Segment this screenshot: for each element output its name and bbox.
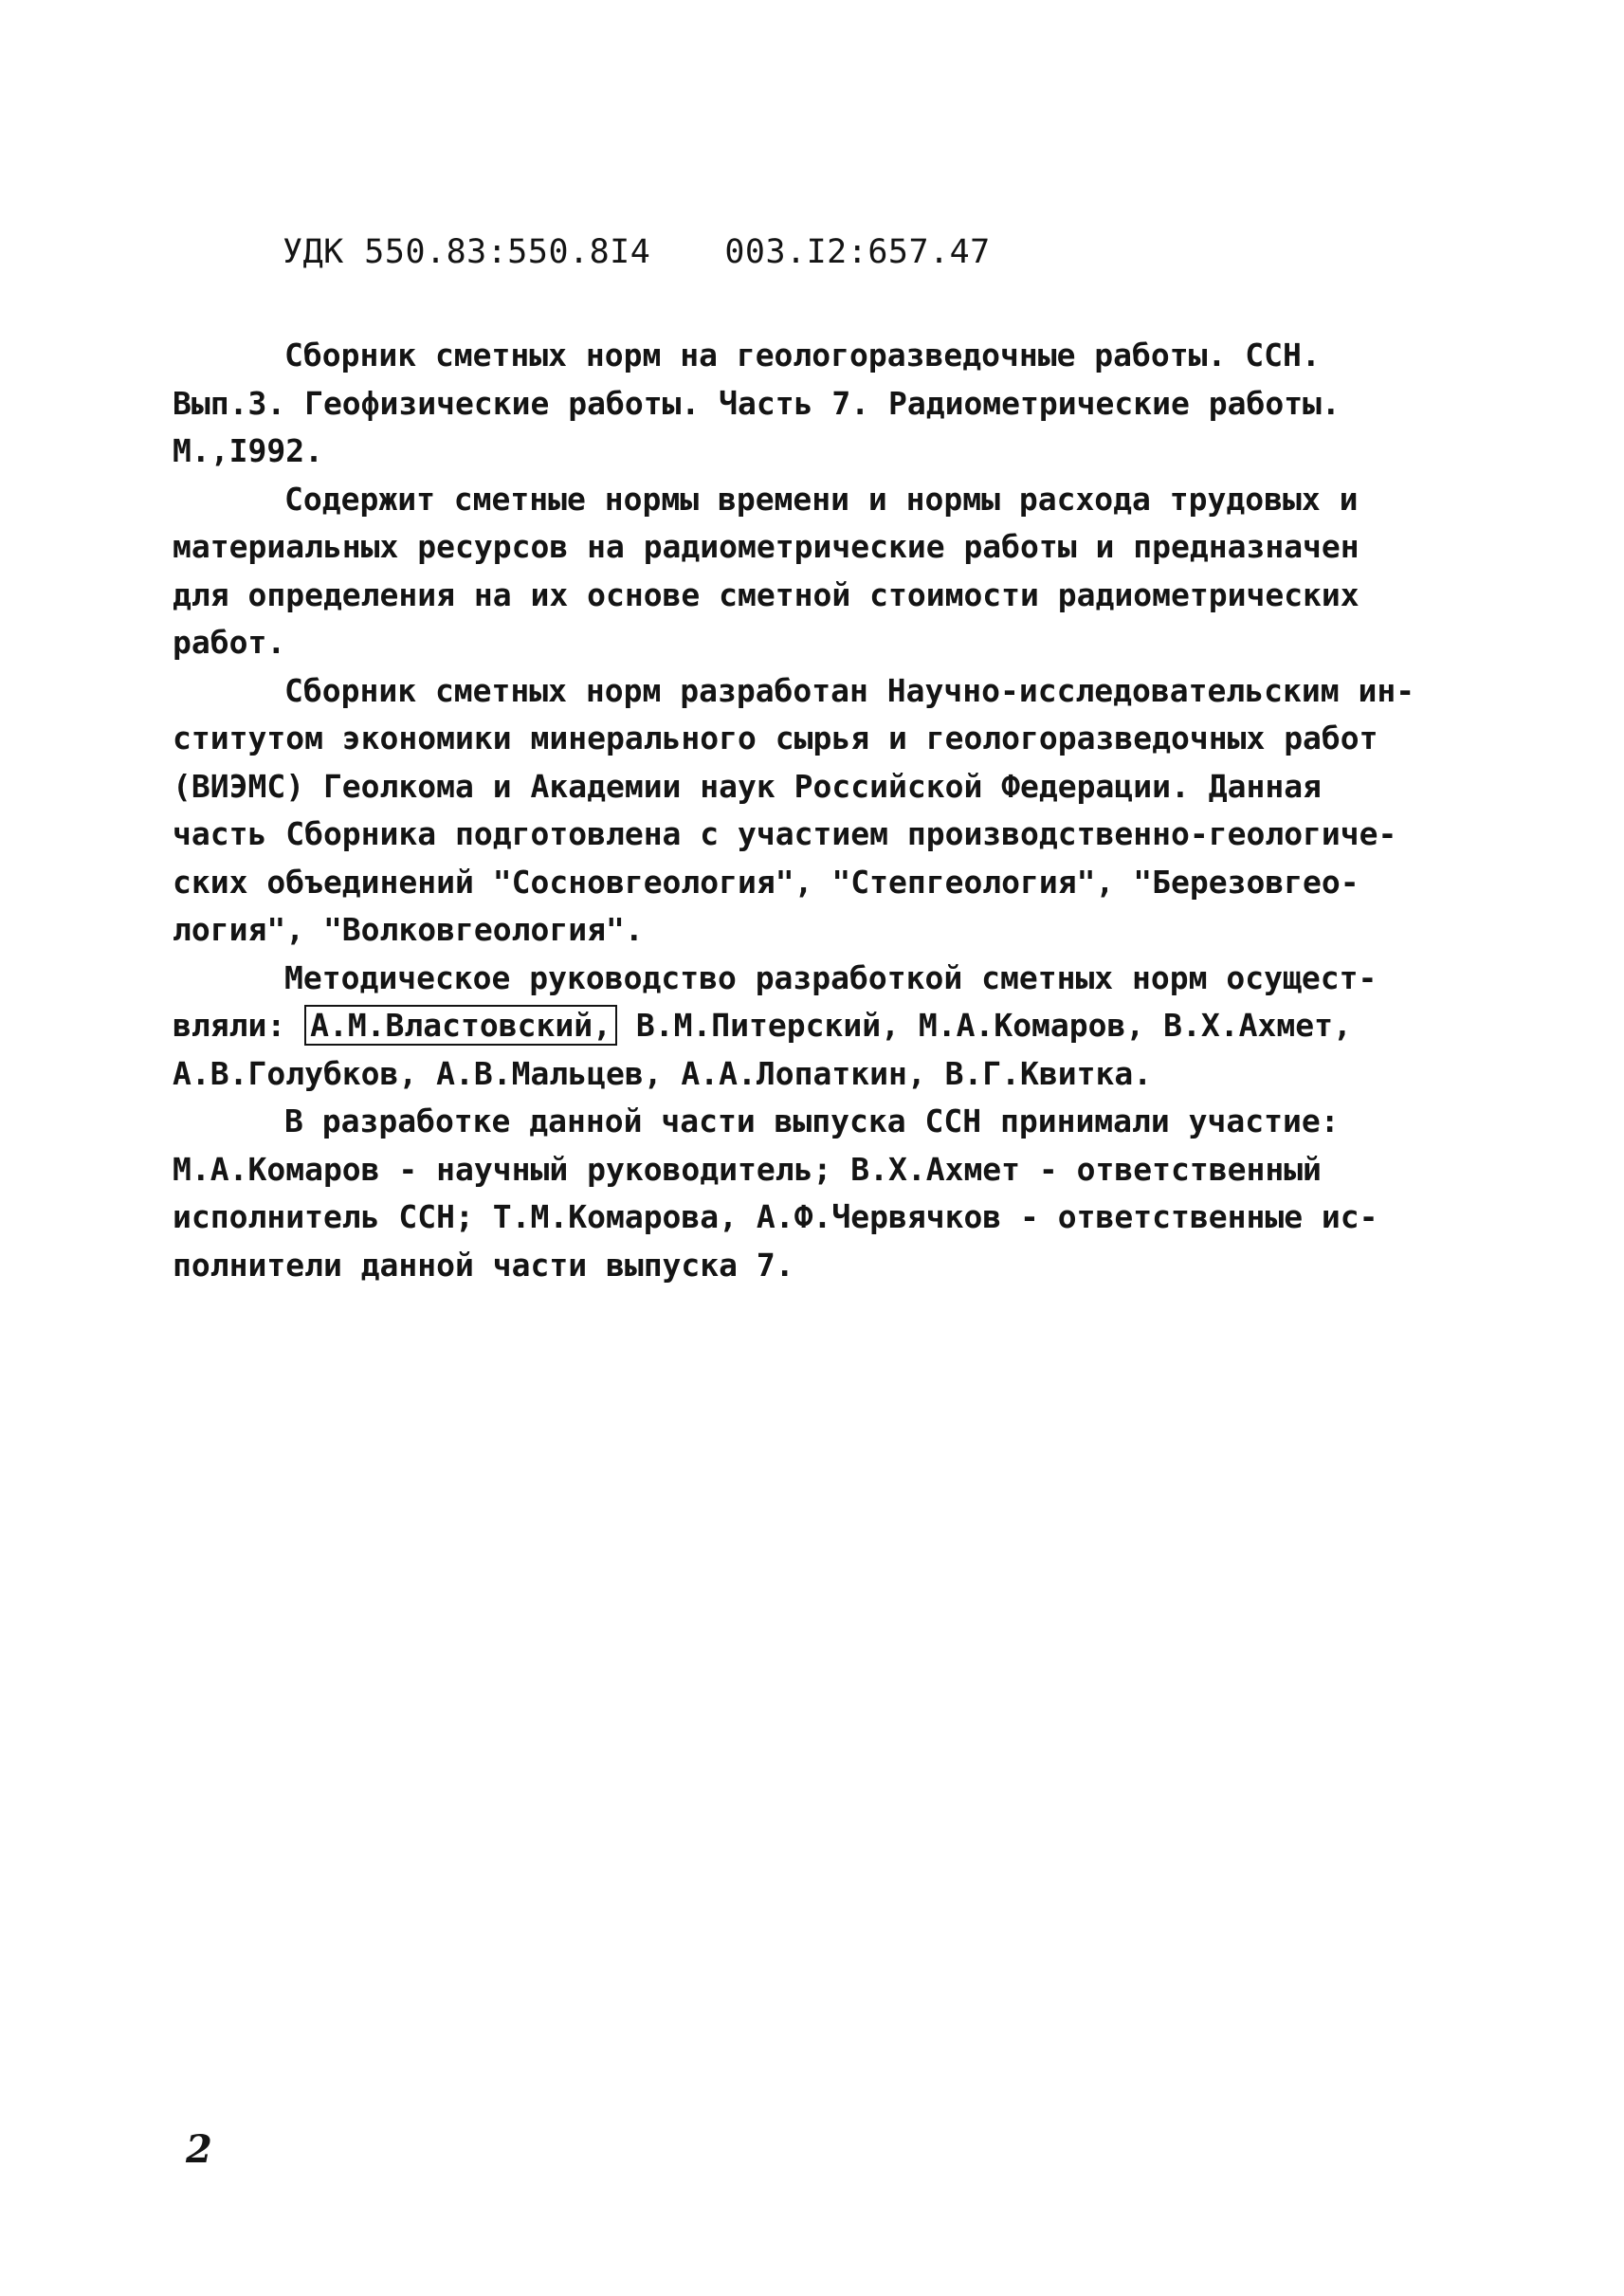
udc-line xyxy=(283,233,991,271)
paragraph-developer-info: Сборник сметных норм разработан Научно-исследовательским ин- ститутом экономики минерального сырья и геологоразведочных работ (ВИЭМС) Геолкома и Академии наук Российской Федерации. Данная часть Сборника подготовлена с участием производственно-геологиче- ских объединений "Сосновгеология", "Степгеология", "Березовгео- логия", "Волковгеология". xyxy=(173,671,1415,948)
paragraph-methodical-guidance xyxy=(173,955,1462,1099)
paragraph-contents-description: Содержит сметные нормы времени и нормы расхода трудовых и материальных ресурсов на радиометрические работы и предназначен для определения на их основе сметной стоимости радиометрических работ. xyxy=(173,480,1359,661)
methodical-guidance-intro: Методическое руководство разработкой сметных норм осущест- вляли: xyxy=(173,958,1378,1044)
page-number: 2 xyxy=(186,2127,212,2172)
methodical-guidance-names: В.М.Питерский, М.А.Комаров, В.Х.Ахмет, А.В.Голубков, А.В.Мальцев, А.А.Лопаткин, В.Г.Квитка. xyxy=(173,1007,1352,1092)
paragraph-participants: В разработке данной части выпуска ССН принимали участие: М.А.Комаров - научный руководитель; В.Х.Ахмет - ответственный исполнитель ССН; Т.М.Комарова, А.Ф.Червячков - ответственные ис- полнители данной части выпуска 7. xyxy=(173,1102,1378,1284)
udc-prefix: УДК xyxy=(283,233,344,271)
paragraph-bibliographic-reference: Сборник сметных норм на геологоразведочные работы. ССН. Вып.3. Геофизические работы. Часть 7. Радиометрические работы. М.,I992. xyxy=(173,337,1341,469)
boxed-name-vlastovsky: А.М.Властовский, xyxy=(304,1005,617,1046)
body-text xyxy=(173,332,1462,1289)
udc-code-1: 550.83:550.8I4 xyxy=(364,233,651,271)
udc-code-2: 003.I2:657.47 xyxy=(724,233,991,271)
